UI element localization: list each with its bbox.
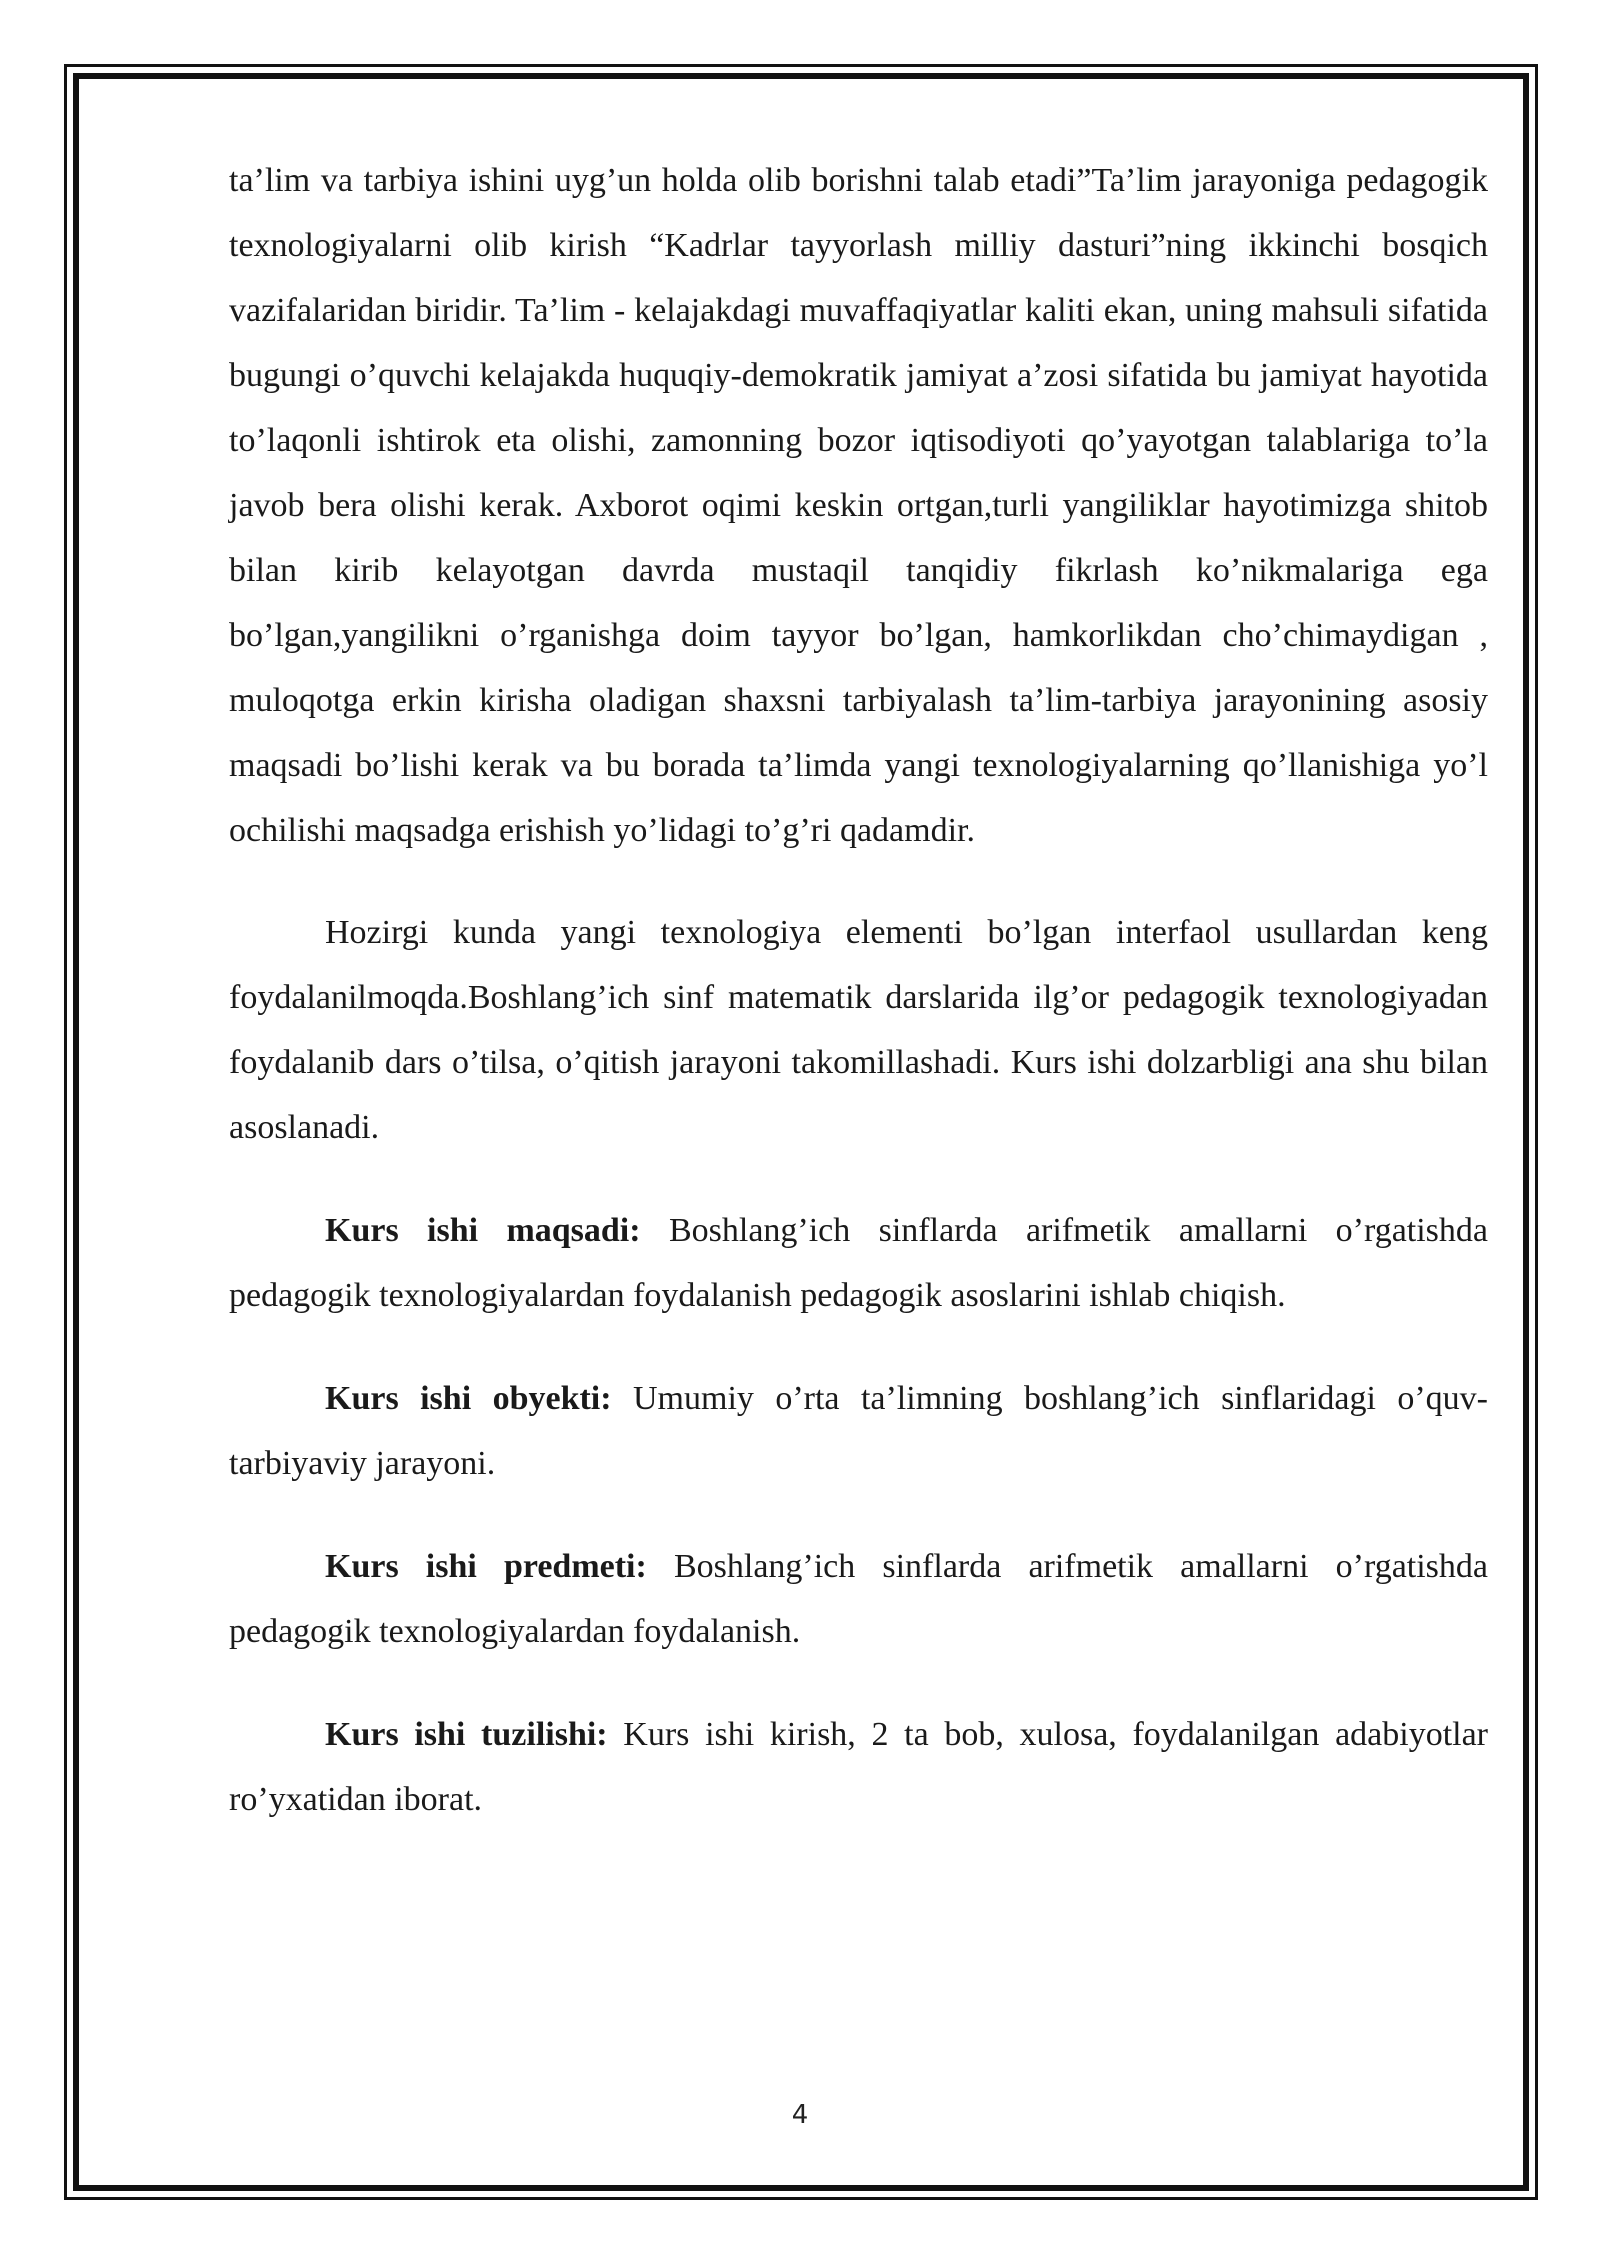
paragraph-subject [229, 1534, 1488, 1664]
paragraph-structure [229, 1702, 1488, 1832]
paragraph-label: Kurs ishi maqsadi: [325, 1212, 641, 1249]
document-body [229, 148, 1488, 1832]
paragraph-relevance [229, 900, 1488, 1160]
paragraph-text: Boshlang’ich sinflarda arifmetik amallarni o’rgatishda pedagogik texnologiyalardan foydalanish pedagogik asoslarini ishlab chiqish. [229, 1212, 1488, 1314]
paragraph-label: Kurs ishi obyekti: [325, 1380, 612, 1417]
paragraph-label: Kurs ishi predmeti: [325, 1548, 647, 1585]
paragraph-text: Kurs ishi kirish, 2 ta bob, xulosa, foydalanilgan adabiyotlar ro’yxatidan iborat. [229, 1716, 1488, 1818]
paragraph-object [229, 1366, 1488, 1496]
paragraph-text: Umumiy o’rta ta’limning boshlang’ich sinflaridagi o’quv-tarbiyaviy jarayoni. [229, 1380, 1488, 1482]
paragraph-goal [229, 1198, 1488, 1328]
paragraph-continuation [229, 148, 1488, 863]
paragraph-text: Hozirgi kunda yangi texnologiya elementi bo’lgan interfaol usullardan keng foydalanilmoqda.Boshlang’ich sinf matematik darslarida ilg’or pedagogik texnologiyadan foydalanib dars o’tilsa, o’qitish jarayoni takomillashadi. Kurs ishi dolzarbligi ana shu bilan asoslanadi. [229, 914, 1488, 1146]
paragraph-label: Kurs ishi tuzilishi: [325, 1716, 608, 1753]
paragraph-text: Boshlang’ich sinflarda arifmetik amallarni o’rgatishda pedagogik texnologiyalardan foydalanish. [229, 1548, 1488, 1650]
page-number: 4 [791, 2100, 809, 2130]
paragraph-text: ta’lim va tarbiya ishini uyg’un holda olib borishni talab etadi”Ta’lim jarayoniga pedagogik texnologiyalarni olib kirish “Kadrlar tayyorlash milliy dasturi”ning ikkinchi bosqich vazifalaridan biridir. Ta’lim - kelajakdagi muvaffaqiyatlar kaliti ekan, uning mahsuli sifatida bugungi o’quvchi kelajakda huquqiy-demokratik jamiyat a’zosi sifatida bu jamiyat hayotida to’laqonli ishtirok eta olishi, zamonning bozor iqtisodiyoti qo’yayotgan talablariga to’la javob bera olishi kerak. Axborot oqimi keskin ortgan,turli yangiliklar hayotimizga shitob bilan kirib kelayotgan davrda mustaqil tanqidiy fikrlash ko’nikmalariga ega bo’lgan,yangilikni o’rganishga doim tayyor bo’lgan, hamkorlikdan cho’chimaydigan , muloqotga erkin kirisha oladigan shaxsni tarbiyalash ta’lim-tarbiya jarayonining asosiy maqsadi bo’lishi kerak va bu borada ta’limda yangi texnologiyalarning qo’llanishiga yo’l ochilishi maqsadga erishish yo’lidagi to’g’ri qadamdir. [229, 162, 1488, 849]
